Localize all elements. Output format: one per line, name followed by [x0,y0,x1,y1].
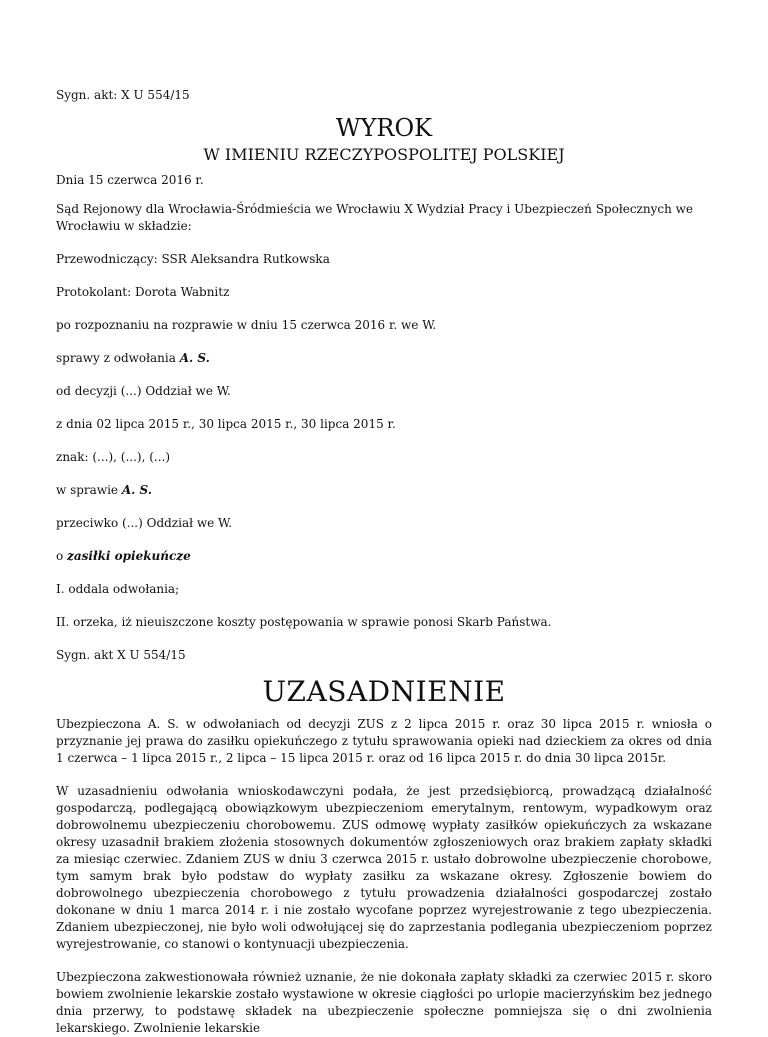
decision-from: od decyzji (...) Oddział we W. [56,384,231,398]
court-composition: Sąd Rejonowy dla Wrocławia-Śródmieścia we Wrocławiu X Wydział Pracy i Ubezpieczeń Społecznych we Wrocławiu w składzie: [56,202,694,233]
justification-title: UZASADNIENIE [262,675,506,708]
case-party: A. S. [121,483,152,497]
case-line [56,482,712,499]
justification-signature: Sygn. akt X U 554/15 [56,648,186,662]
against-line: przeciwko (...) Oddział we W. [56,516,233,530]
appeal-prefix: sprawy z odwołania [56,351,180,365]
judgment-date: Dnia 15 czerwca 2016 r. [56,173,204,187]
subject-line [56,548,712,565]
subject-prefix: o [56,549,68,563]
appeal-party: A. S. [179,351,210,365]
case-prefix: w sprawie [56,483,122,497]
ruling-1: I. oddala odwołania; [56,582,180,596]
document-subtitle: W IMIENIU RZECZYPOSPOLITEJ POLSKIEJ [203,145,565,164]
justification-paragraph-1: Ubezpieczona A. S. w odwołaniach od decyzji ZUS z 2 lipca 2015 r. oraz 30 lipca 2015 r. wniosła o przyznanie jej prawa do zasiłku opiekuńczego z tytułu sprawowania opieki nad dzieckiem za okres od dnia 1 czerwca – 1 lipca 2015 r., 2 lipca – 15 lipca 2015 r. oraz od 16 lipca 2015 r. do dnia 30 lipca 2015r. [56,717,712,765]
appeal-line [56,350,712,367]
hearing-info: po rozpoznaniu na rozprawie w dniu 15 czerwca 2016 r. we W. [56,318,437,332]
decision-sign: znak: (...), (...), (...) [56,450,171,464]
document-title: WYROK [335,114,433,142]
subject: zasiłki opiekuńcze [67,549,191,563]
justification-paragraph-2: W uzasadnieniu odwołania wnioskodawczyni podała, że jest przedsiębiorcą, prowadzącą działalność gospodarczą, podlegającą obowiązkowym ubezpieczeniom emerytalnym, rentowym, wypadkowym oraz dobrowolnemu ubezpieczeniu chorobowemu. ZUS odmowę wypłaty zasiłków opiekuńczych za wskazane okresy uzasadnił brakiem złożenia stosownych dokumentów zgłoszeniowych oraz brakiem zapłaty składki za miesiąc czerwiec. Zdaniem ZUS w dniu 3 czerwca 2015 r. ustało dobrowolne ubezpieczenie chorobowe, tym samym brak było podstaw do wypłaty zasiłku za wskazane okresy. Zgłoszenie bowiem do dobrowolnego ubezpieczenia chorobowego z tytułu prowadzenia działalności gospodarczej zostało dokonane w dniu 1 marca 2014 r. i nie zostało wycofane poprzez wyrejestrowanie z tego ubezpieczenia. Zdaniem ubezpieczonej, nie było woli odwołującej się do zaprzestania podlegania ubezpieczeniom poprzez wyrejestrowanie, co stanowi o kontynuacji ubezpieczenia. [56,784,712,951]
justification-paragraph-3: Ubezpieczona zakwestionowała również uznanie, że nie dokonała zapłaty składki za czerwiec 2015 r. skoro bowiem zwolnienie lekarskie zostało wystawione w okresie ciągłości po urlopie macierzyńskim bez jednego dnia przerwy, to podstawę składek na ubezpieczenie społeczne pomniejsza się o dni zwolnienia lekarskiego. Zwolnienie lekarskie [56,970,712,1035]
case-signature: Sygn. akt: X U 554/15 [56,88,190,102]
decision-dates: z dnia 02 lipca 2015 r., 30 lipca 2015 r., 30 lipca 2015 r. [56,417,396,431]
presiding-judge: Przewodniczący: SSR Aleksandra Rutkowska [56,252,330,266]
ruling-2: II. orzeka, iż nieuiszczone koszty postępowania w sprawie ponosi Skarb Państwa. [56,615,552,629]
court-clerk: Protokolant: Dorota Wabnitz [56,285,230,299]
